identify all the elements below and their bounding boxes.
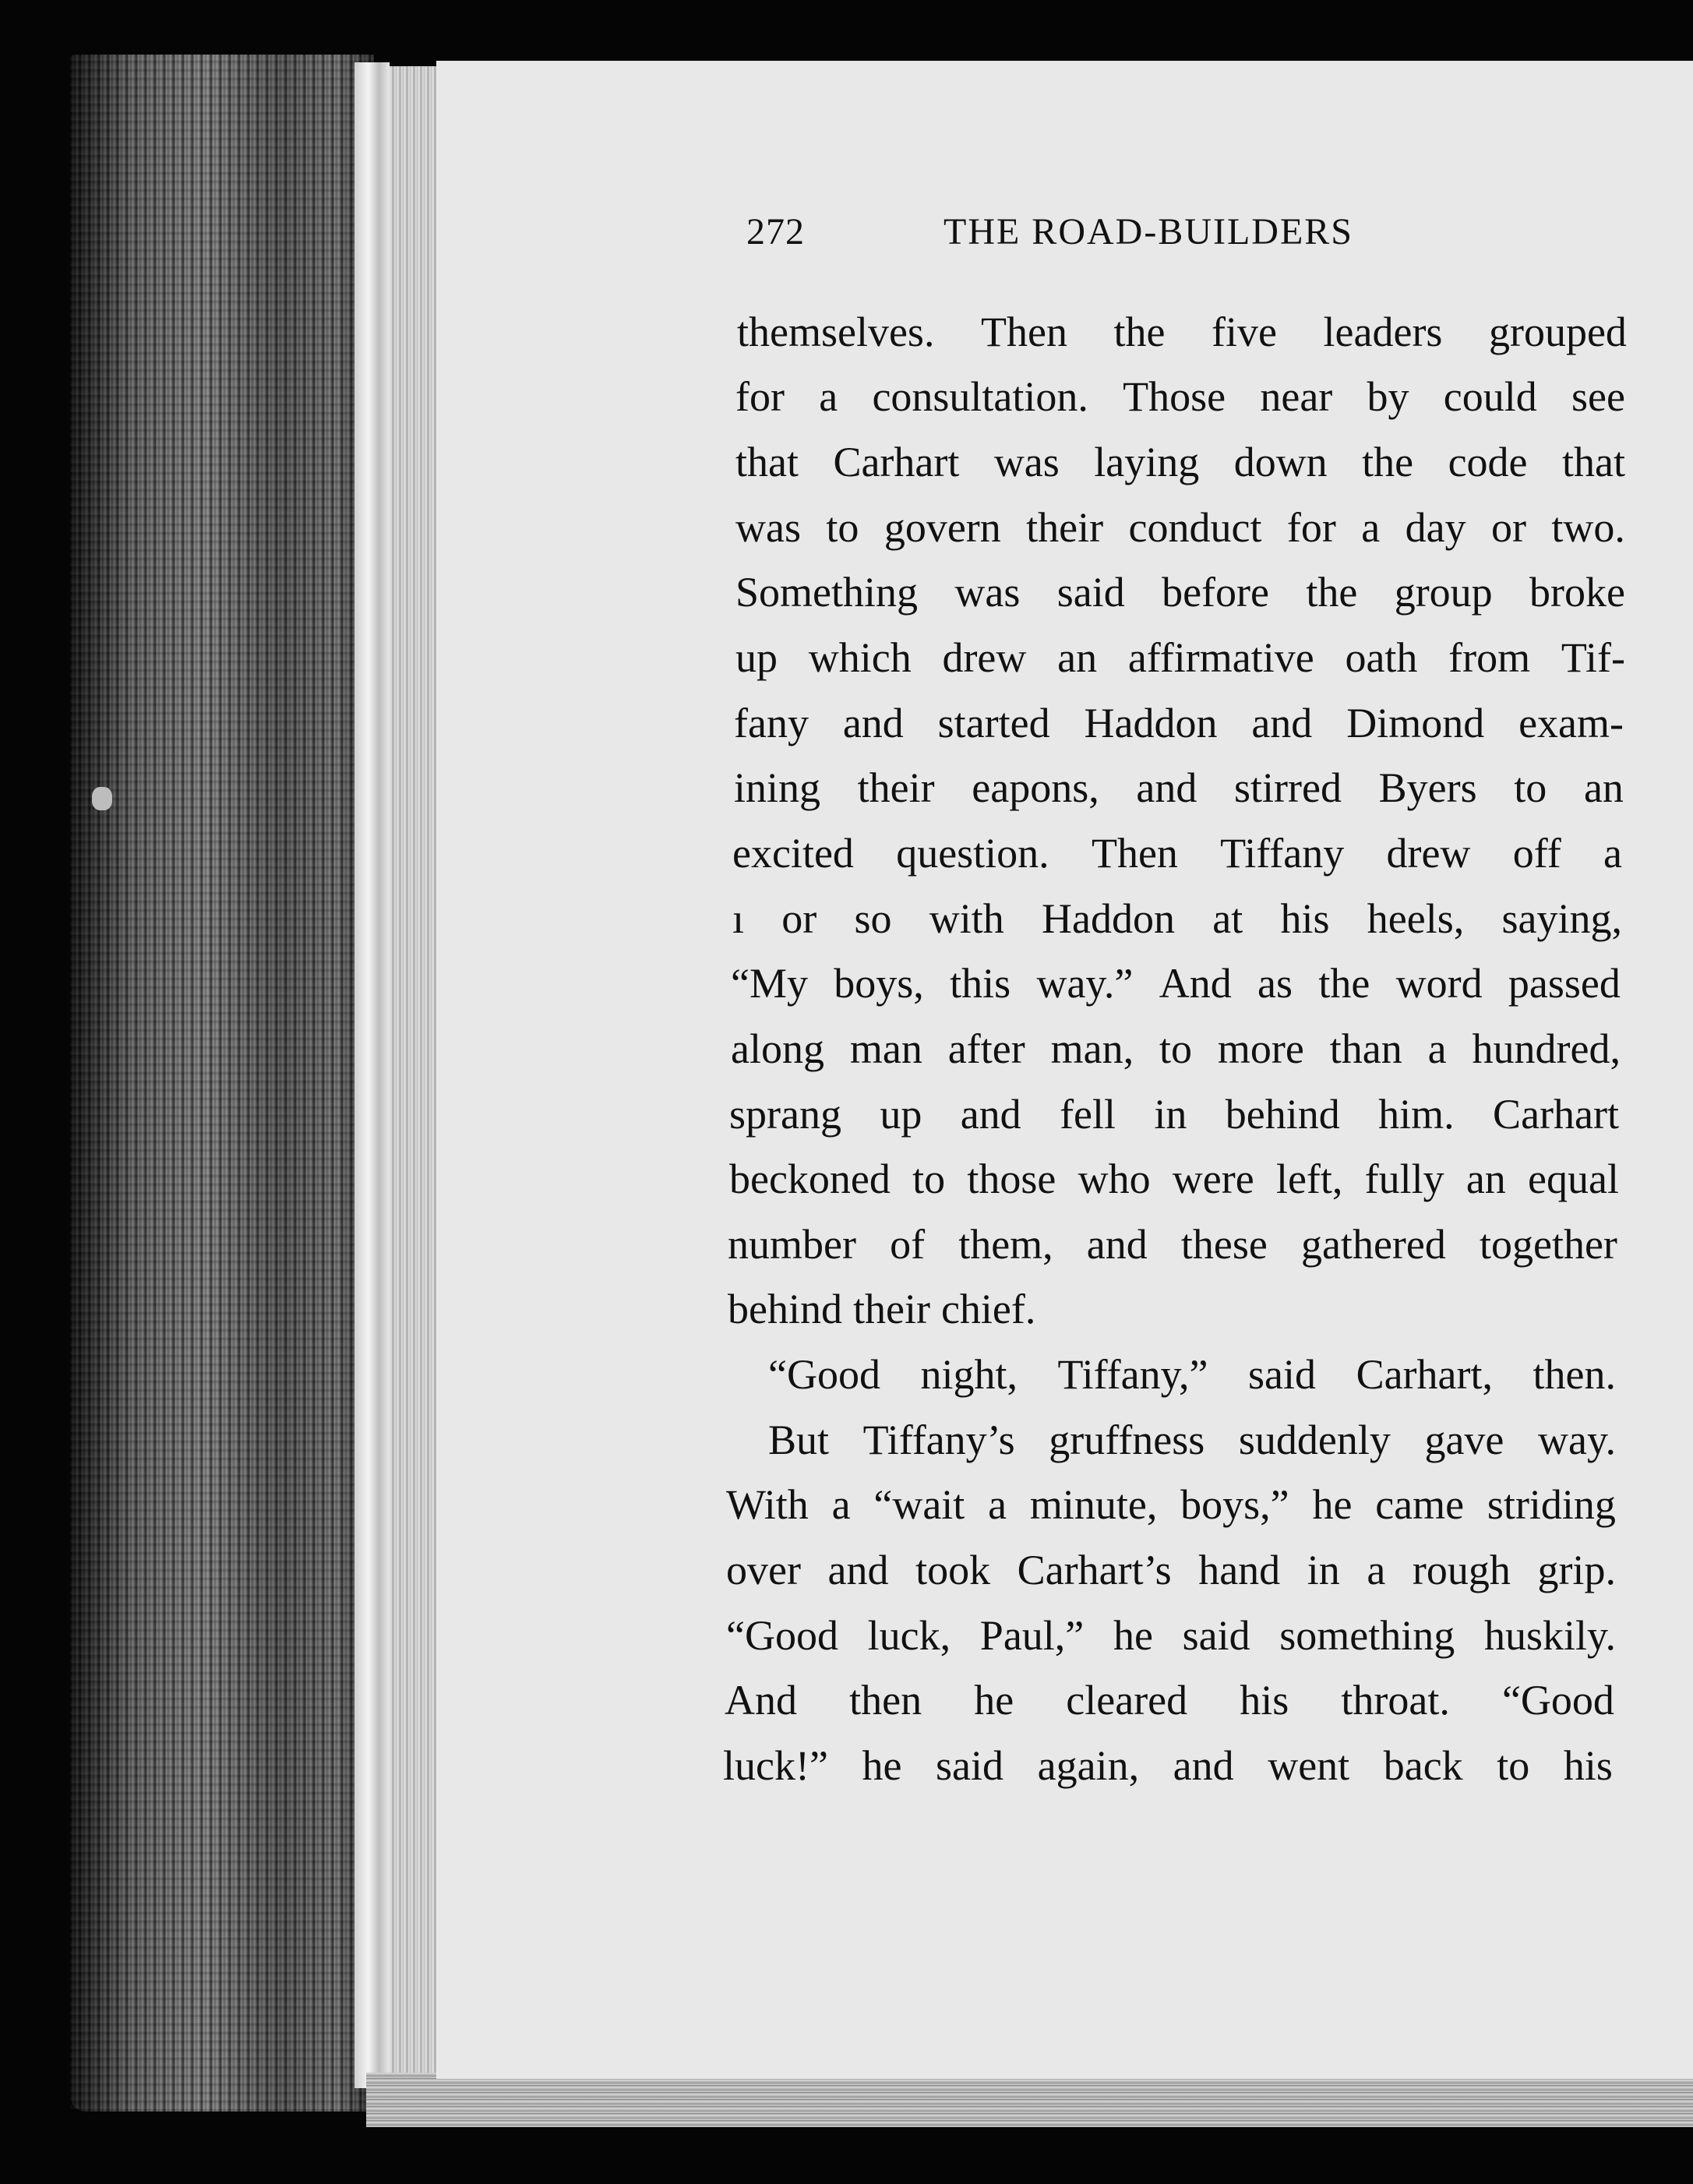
- text-line: [768, 1416, 1616, 1464]
- word: word: [1395, 960, 1483, 1007]
- word: down: [1233, 439, 1328, 485]
- word: With: [726, 1481, 809, 1528]
- word: “wait: [873, 1481, 965, 1528]
- word: and: [1173, 1742, 1234, 1789]
- word: way.: [1537, 1417, 1616, 1463]
- word: that: [735, 439, 799, 485]
- word: for: [1286, 504, 1336, 551]
- text-line: [734, 764, 1624, 812]
- word: to: [912, 1156, 946, 1202]
- word: him.: [1378, 1091, 1455, 1138]
- text-line: [726, 1546, 1616, 1594]
- word: fany: [734, 700, 809, 746]
- word: these: [1180, 1221, 1268, 1268]
- word: rough: [1412, 1547, 1511, 1593]
- word: a: [1367, 1547, 1386, 1593]
- word: Then: [1091, 830, 1178, 877]
- word: could: [1443, 373, 1537, 420]
- word: night,: [920, 1351, 1018, 1398]
- text-line: [728, 1220, 1617, 1268]
- text-line: [731, 1025, 1621, 1073]
- word: was: [993, 439, 1060, 485]
- word: sprang: [729, 1091, 841, 1138]
- word: to: [1497, 1742, 1530, 1789]
- word: exam-: [1518, 700, 1624, 746]
- word: their: [852, 1286, 930, 1332]
- text-line: [726, 1611, 1616, 1660]
- word: said: [1248, 1351, 1317, 1398]
- word: his: [1240, 1677, 1289, 1724]
- word: he: [1312, 1481, 1353, 1528]
- word: their: [1026, 504, 1104, 551]
- word: question.: [896, 830, 1049, 877]
- word: ining: [734, 764, 821, 811]
- word: his: [1280, 895, 1330, 942]
- word: so: [854, 895, 892, 942]
- word: equal: [1528, 1156, 1619, 1202]
- word: the: [1318, 960, 1370, 1007]
- word: Paul,”: [979, 1612, 1085, 1659]
- word: before: [1162, 569, 1269, 616]
- word: leaders: [1323, 309, 1443, 355]
- word: luck,: [867, 1612, 951, 1659]
- word: back: [1383, 1742, 1463, 1789]
- word: this: [950, 960, 1011, 1007]
- word: Tiffany,”: [1057, 1351, 1208, 1398]
- word: Carhart,: [1356, 1351, 1493, 1398]
- text-line: [734, 699, 1624, 747]
- word: than: [1329, 1025, 1402, 1072]
- word: five: [1212, 309, 1277, 355]
- word: huskily.: [1483, 1612, 1616, 1659]
- word: Haddon: [1042, 895, 1175, 942]
- word: drew: [942, 634, 1027, 681]
- word: two.: [1551, 504, 1625, 551]
- word: an: [1583, 764, 1624, 811]
- text-line: [725, 1676, 1614, 1724]
- word: said: [1182, 1612, 1250, 1659]
- text-line: [735, 438, 1625, 486]
- word: gruffness: [1049, 1417, 1205, 1463]
- word: boys,: [834, 960, 924, 1007]
- text-line: [728, 1285, 1035, 1333]
- word: of: [890, 1221, 926, 1268]
- word: said: [1056, 569, 1125, 616]
- word: to: [1514, 764, 1547, 811]
- word: Carhart: [833, 439, 960, 485]
- text-line: [735, 372, 1625, 421]
- word: “My: [731, 960, 808, 1007]
- word: Tiffany’s: [862, 1417, 1015, 1463]
- word: or: [1491, 504, 1527, 551]
- word: with: [929, 895, 1004, 942]
- page-number: 272: [746, 211, 805, 252]
- word: Tif-: [1561, 634, 1625, 681]
- word: who: [1078, 1156, 1151, 1202]
- word: striding: [1487, 1481, 1616, 1528]
- word: a: [988, 1481, 1007, 1528]
- word: themselves.: [737, 309, 935, 355]
- word: the: [1306, 569, 1358, 616]
- word: came: [1375, 1481, 1465, 1528]
- word: by: [1367, 373, 1409, 420]
- word: near: [1260, 373, 1333, 420]
- word: see: [1571, 373, 1625, 420]
- word: drew: [1386, 830, 1471, 877]
- word: govern: [884, 504, 1001, 551]
- text-line: [735, 633, 1625, 682]
- word: conduct: [1128, 504, 1262, 551]
- text-line: [732, 829, 1622, 877]
- word: luck!”: [723, 1742, 828, 1789]
- word: man: [849, 1025, 922, 1072]
- text-line: [735, 503, 1625, 552]
- word: up: [735, 634, 778, 681]
- word: behind: [728, 1286, 842, 1332]
- word: gathered: [1300, 1221, 1446, 1268]
- word: a: [831, 1481, 851, 1528]
- text-line: [723, 1741, 1613, 1790]
- word: group: [1394, 569, 1493, 616]
- word: after: [947, 1025, 1025, 1072]
- word: and: [842, 700, 904, 746]
- word: Tiffany: [1220, 830, 1345, 877]
- word: Haddon: [1084, 700, 1218, 746]
- running-title: THE ROAD-BUILDERS: [943, 211, 1353, 252]
- word: and: [1136, 764, 1197, 811]
- word: laying: [1094, 439, 1200, 485]
- word: gave: [1424, 1417, 1504, 1463]
- word: their: [857, 764, 935, 811]
- word: the: [1362, 439, 1414, 485]
- word: “Good: [726, 1612, 838, 1659]
- word: Byers: [1378, 764, 1477, 811]
- word: them,: [958, 1221, 1053, 1268]
- word: and: [827, 1547, 889, 1593]
- word: excited: [732, 830, 854, 877]
- word: something: [1279, 1612, 1455, 1659]
- word: he: [974, 1677, 1014, 1724]
- word: was: [954, 569, 1021, 616]
- word: broke: [1529, 569, 1625, 616]
- word: were: [1172, 1156, 1254, 1202]
- word: the: [1113, 309, 1166, 355]
- word: “Good: [768, 1351, 880, 1398]
- word: But: [768, 1417, 830, 1463]
- word: which: [808, 634, 912, 681]
- word: oath: [1345, 634, 1418, 681]
- word: and: [1086, 1221, 1148, 1268]
- word: and: [1251, 700, 1313, 746]
- text-line: [768, 1350, 1616, 1399]
- text-line: [737, 308, 1627, 356]
- word: to: [1159, 1025, 1192, 1072]
- word: in: [1307, 1547, 1340, 1593]
- word: “Good: [1501, 1677, 1614, 1724]
- word: Carhart’s: [1017, 1547, 1172, 1593]
- word: stirred: [1234, 764, 1342, 811]
- text-line: [729, 1155, 1619, 1203]
- text-line: [735, 568, 1625, 616]
- word: number: [728, 1221, 856, 1268]
- word: suddenly: [1238, 1417, 1391, 1463]
- word: Then: [981, 309, 1067, 355]
- word: cleared: [1066, 1677, 1188, 1724]
- word: boys,”: [1180, 1481, 1289, 1528]
- word: beckoned: [729, 1156, 891, 1202]
- text-line: [731, 959, 1621, 1007]
- word: way.”: [1036, 960, 1134, 1007]
- word: then: [849, 1677, 922, 1724]
- word: throat.: [1341, 1677, 1450, 1724]
- word: grouped: [1488, 309, 1627, 355]
- word: a: [819, 373, 838, 420]
- word: off: [1512, 830, 1561, 877]
- word: he: [1113, 1612, 1153, 1659]
- word: and: [960, 1091, 1021, 1138]
- word: those: [967, 1156, 1056, 1202]
- word: day: [1405, 504, 1466, 551]
- word: to: [826, 504, 859, 551]
- word: grip.: [1537, 1547, 1616, 1593]
- word: was: [735, 504, 801, 551]
- word: up: [880, 1091, 922, 1138]
- word: for: [735, 373, 785, 420]
- word: over: [726, 1547, 801, 1593]
- word: hand: [1198, 1547, 1281, 1593]
- word: eapons,: [972, 764, 1099, 811]
- word: went: [1268, 1742, 1350, 1789]
- word: minute,: [1029, 1481, 1158, 1528]
- word: fully: [1364, 1156, 1444, 1202]
- word: as: [1257, 960, 1293, 1007]
- word: fell: [1060, 1091, 1116, 1138]
- word: Carhart: [1493, 1091, 1619, 1138]
- word: from: [1448, 634, 1531, 681]
- word: consultation.: [872, 373, 1088, 420]
- word: And: [725, 1677, 797, 1724]
- word: an: [1057, 634, 1098, 681]
- word: a: [1361, 504, 1381, 551]
- word: left,: [1275, 1156, 1343, 1202]
- word: an: [1466, 1156, 1506, 1202]
- word: then.: [1533, 1351, 1616, 1398]
- word: a: [1603, 830, 1622, 877]
- word: again,: [1037, 1742, 1140, 1789]
- word: along: [731, 1025, 824, 1072]
- word: passed: [1508, 960, 1621, 1007]
- text-line: [726, 1480, 1616, 1529]
- word: And: [1159, 960, 1232, 1007]
- word: hundred,: [1472, 1025, 1621, 1072]
- word: code: [1448, 439, 1528, 485]
- word: he: [862, 1742, 902, 1789]
- word: heels,: [1367, 895, 1465, 942]
- text-line: [732, 894, 1622, 943]
- word: that: [1561, 439, 1625, 485]
- word: or: [781, 895, 817, 942]
- word: a: [1427, 1025, 1447, 1072]
- word: together: [1479, 1221, 1617, 1268]
- word: ı: [732, 895, 745, 942]
- word: chief.: [940, 1286, 1036, 1332]
- word: behind: [1225, 1091, 1340, 1138]
- word: in: [1154, 1091, 1187, 1138]
- word: more: [1217, 1025, 1304, 1072]
- word: at: [1212, 895, 1243, 942]
- word: Those: [1123, 373, 1226, 420]
- word: said: [936, 1742, 1004, 1789]
- word: affirmative: [1127, 634, 1314, 681]
- word: man,: [1050, 1025, 1134, 1072]
- word: saying,: [1501, 895, 1622, 942]
- text-line: [729, 1090, 1619, 1138]
- word: Something: [735, 569, 919, 616]
- word: his: [1563, 1742, 1613, 1789]
- word: took: [915, 1547, 991, 1593]
- word: started: [937, 700, 1050, 746]
- word: Dimond: [1346, 700, 1485, 746]
